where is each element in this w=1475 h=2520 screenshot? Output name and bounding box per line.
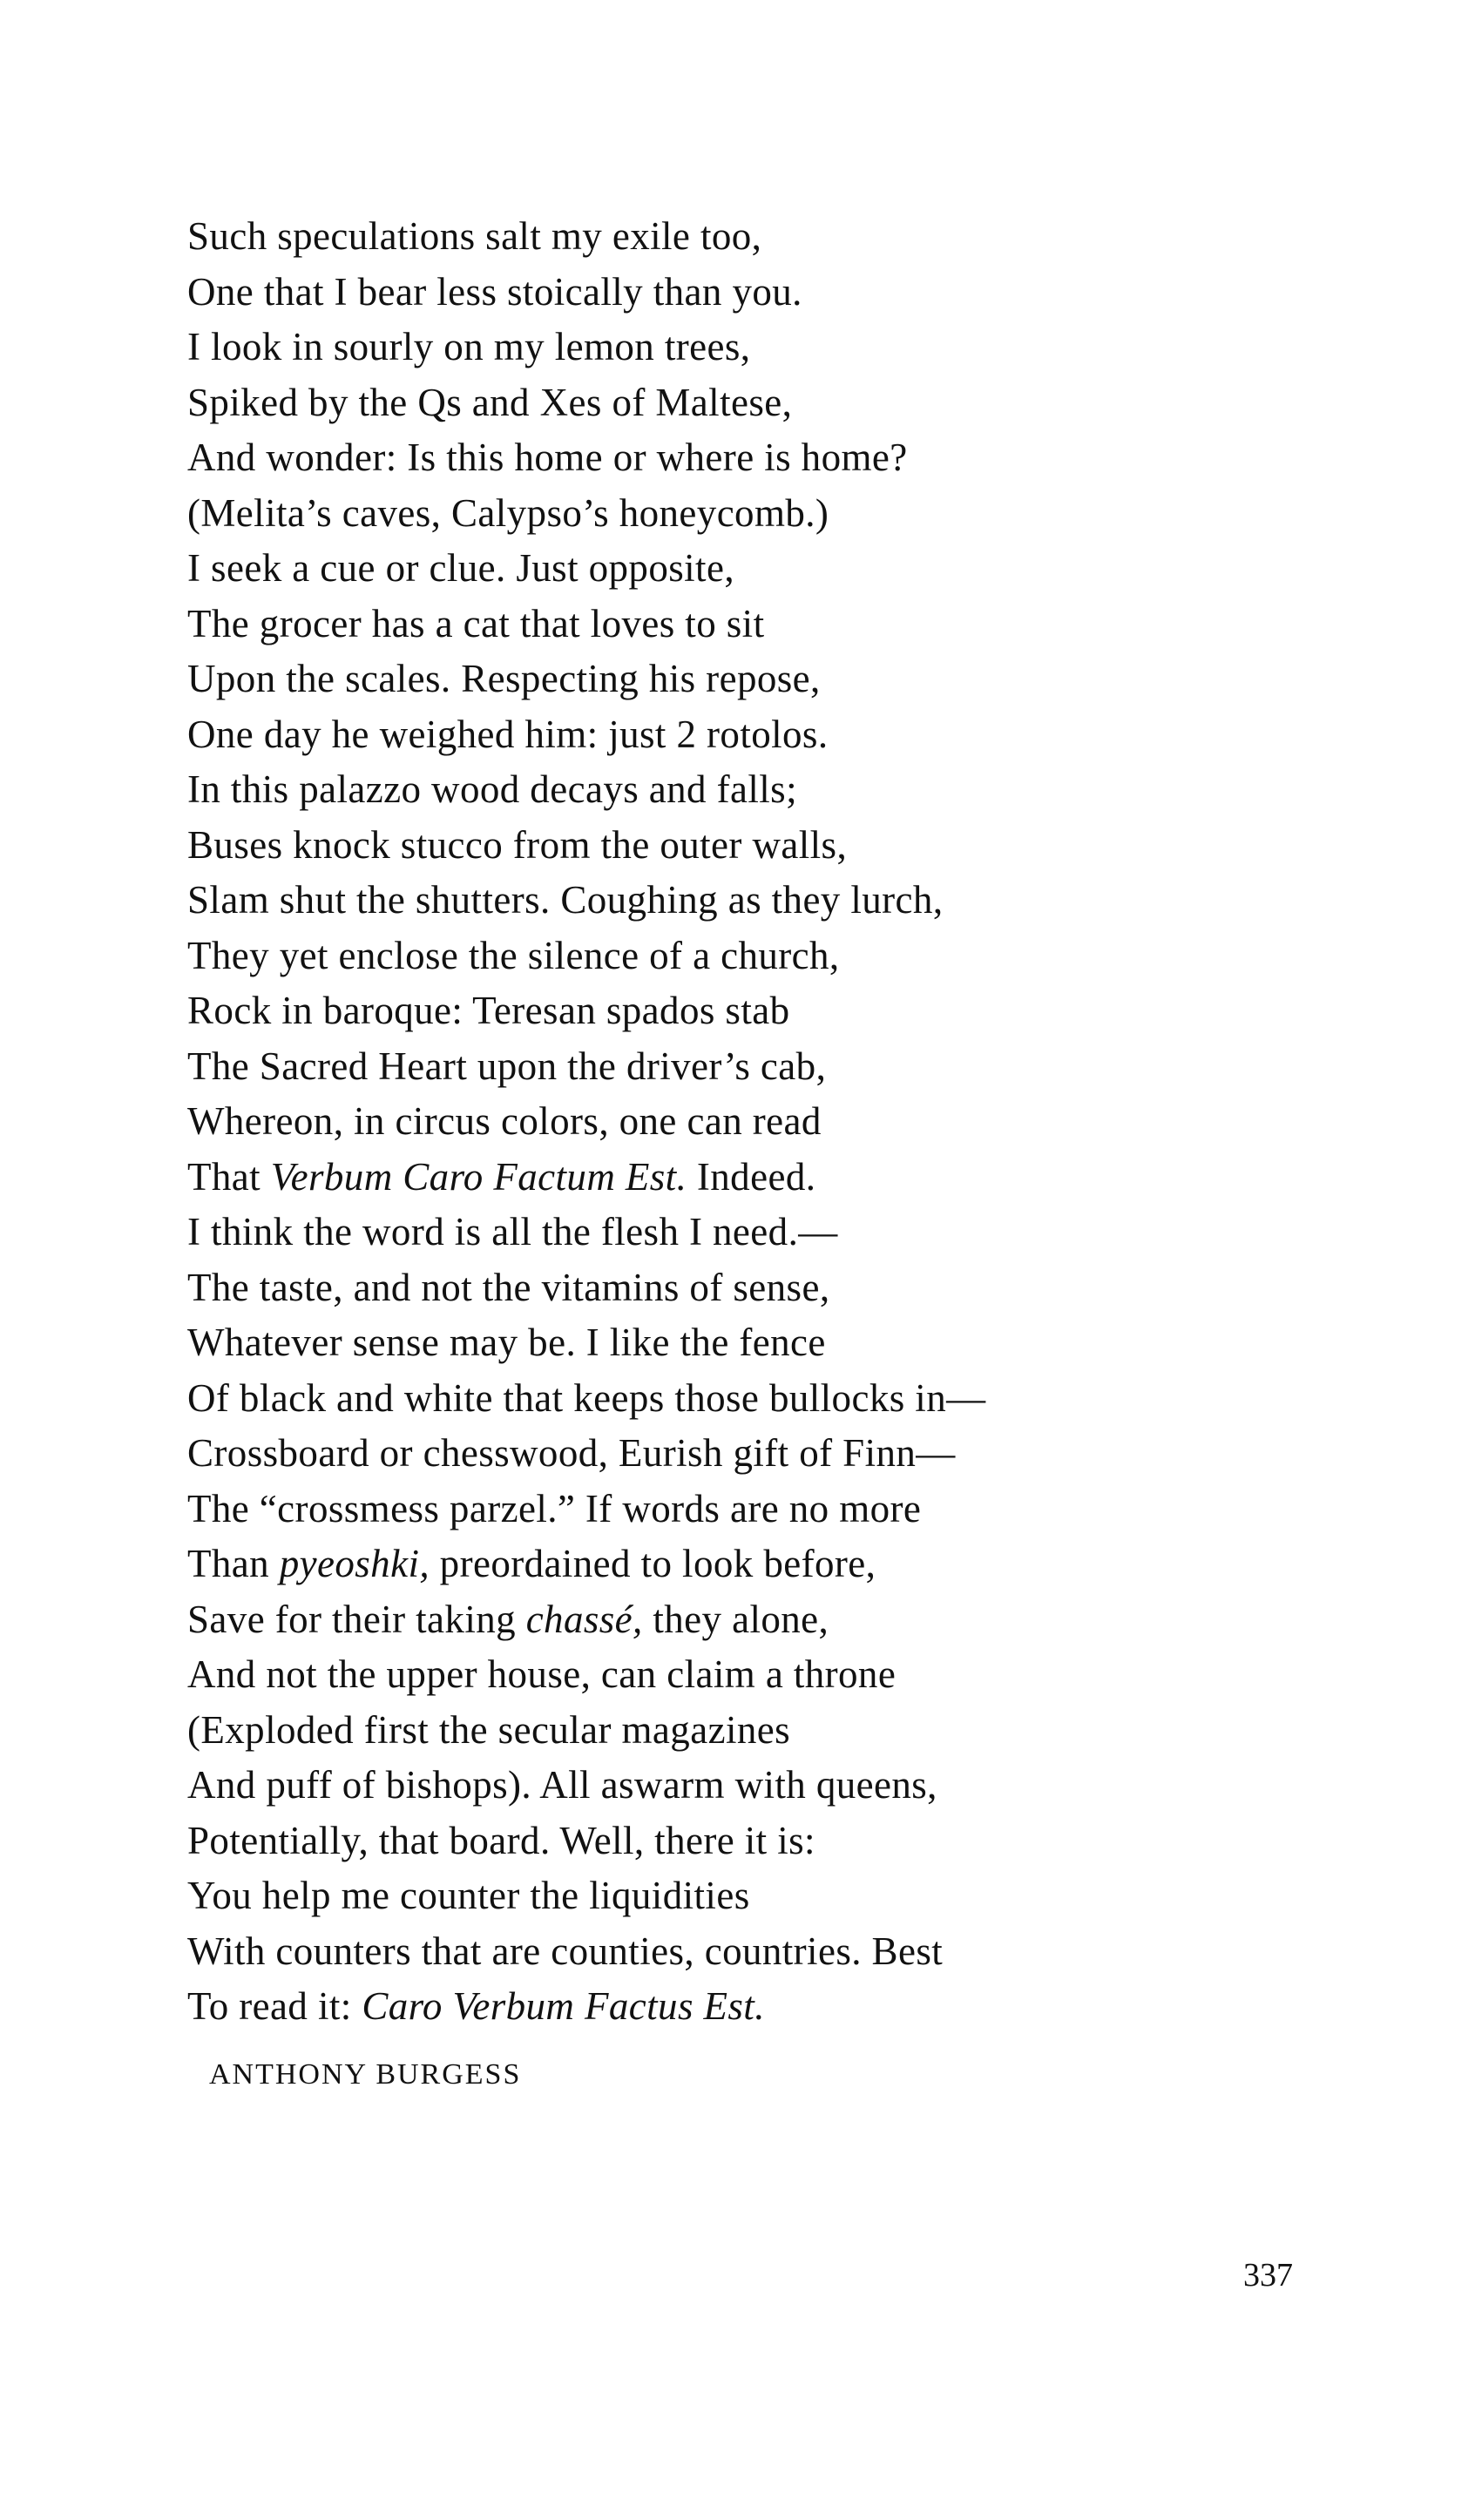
poem-text: preordained to look before, [430,1542,876,1585]
poem-text: In this palazzo wood decays and falls; [187,767,797,811]
poem-line [187,1315,1233,1371]
poem-line [187,1924,1233,1980]
poem-line [187,320,1233,375]
poem-text: Crossboard or chesswood, Eurish gift of Finn— [187,1431,956,1475]
poem-line [187,707,1233,763]
poem-text: One day he weighed him: just 2 rotolos. [187,712,829,756]
poem-line [187,430,1233,486]
poem-italic-text: chassé, [525,1597,643,1641]
poem-text: To read it: [187,1984,362,2028]
poem-text: I look in sourly on my lemon trees, [187,325,751,368]
poem-line [187,541,1233,597]
poem-text: Such speculations salt my exile too, [187,214,762,258]
poem-line [187,265,1233,321]
poem-line [187,1537,1233,1592]
poem-line [187,1039,1233,1095]
poem-line [187,1703,1233,1759]
poem-text: Upon the scales. Respecting his repose, [187,657,821,700]
author-name: ANTHONY BURGESS [209,2058,522,2091]
poem-text: The “crossmess parzel.” If words are no more [187,1486,922,1530]
poem-text: I seek a cue or clue. Just opposite, [187,546,734,590]
poem-line [187,1868,1233,1924]
poem-body [187,209,1233,2035]
poem-text: Save for their taking [187,1597,526,1641]
poem-text: they alone, [642,1597,829,1641]
poem-line [187,597,1233,652]
poem-text: (Melita’s caves, Calypso’s honeycomb.) [187,490,829,535]
poem-line [187,1482,1233,1537]
poem-text: They yet enclose the silence of a church, [187,933,840,977]
poem-text: Potentially, that board. Well, there it is: [187,1818,815,1862]
poem-line [187,1814,1233,1869]
poem-line [187,1371,1233,1427]
poem-line [187,1979,1233,2035]
poem-line [187,209,1233,265]
poem-line [187,1260,1233,1316]
poem-line [187,873,1233,929]
poem-text: Whereon, in circus colors, one can read [187,1099,822,1143]
poem-line [187,486,1233,542]
poem-italic-text: Caro Verbum Factus Est. [362,1984,765,2028]
poem-text: The grocer has a cat that loves to sit [187,601,765,645]
poem-line [187,929,1233,984]
poem-line [187,1150,1233,1206]
poem-text: And wonder: Is this home or where is home? [187,436,908,479]
poem-text: Rock in baroque: Teresan spados stab [187,989,790,1032]
poem-text: That [187,1154,271,1199]
poem-line [187,818,1233,874]
poem-text: Whatever sense may be. I like the fence [187,1321,826,1364]
poem-text: Of black and white that keeps those bullocks in— [187,1375,986,1420]
poem-line [187,983,1233,1039]
poem-text: The Sacred Heart upon the driver’s cab, [187,1044,827,1088]
poem-line [187,1592,1233,1648]
poem-italic-text: pyeoshki, [279,1542,430,1585]
poem-text: Buses knock stucco from the outer walls, [187,822,848,867]
poem-text: The taste, and not the vitamins of sense, [187,1265,830,1309]
poem-text: (Exploded first the secular magazines [187,1707,791,1752]
poem-text: One that I bear less stoically than you. [187,269,802,314]
poem-text: Indeed. [687,1154,816,1199]
poem-line [187,652,1233,707]
poem-text: And puff of bishops). All aswarm with queens, [187,1763,937,1807]
poem-italic-text: Verbum Caro Factum Est. [270,1154,687,1199]
poem-line [187,1205,1233,1260]
poem-text: Spiked by the Qs and Xes of Maltese, [187,380,793,424]
poem-line [187,1426,1233,1482]
poem-line [187,762,1233,818]
poem-text: I think the word is all the flesh I need.— [187,1210,838,1253]
poem-text: Than [187,1542,280,1585]
poem-line [187,1094,1233,1150]
poem-text: And not the upper house, can claim a throne [187,1652,897,1696]
poem-line [187,1647,1233,1703]
poem-text: Slam shut the shutters. Coughing as they lurch, [187,878,944,922]
poem-line [187,1758,1233,1814]
poem-text: With counters that are counties, countries. Best [187,1929,944,1973]
poem-line [187,375,1233,431]
page-number: 337 [1243,2257,1293,2294]
poem-text: You help me counter the liquidities [187,1874,750,1917]
